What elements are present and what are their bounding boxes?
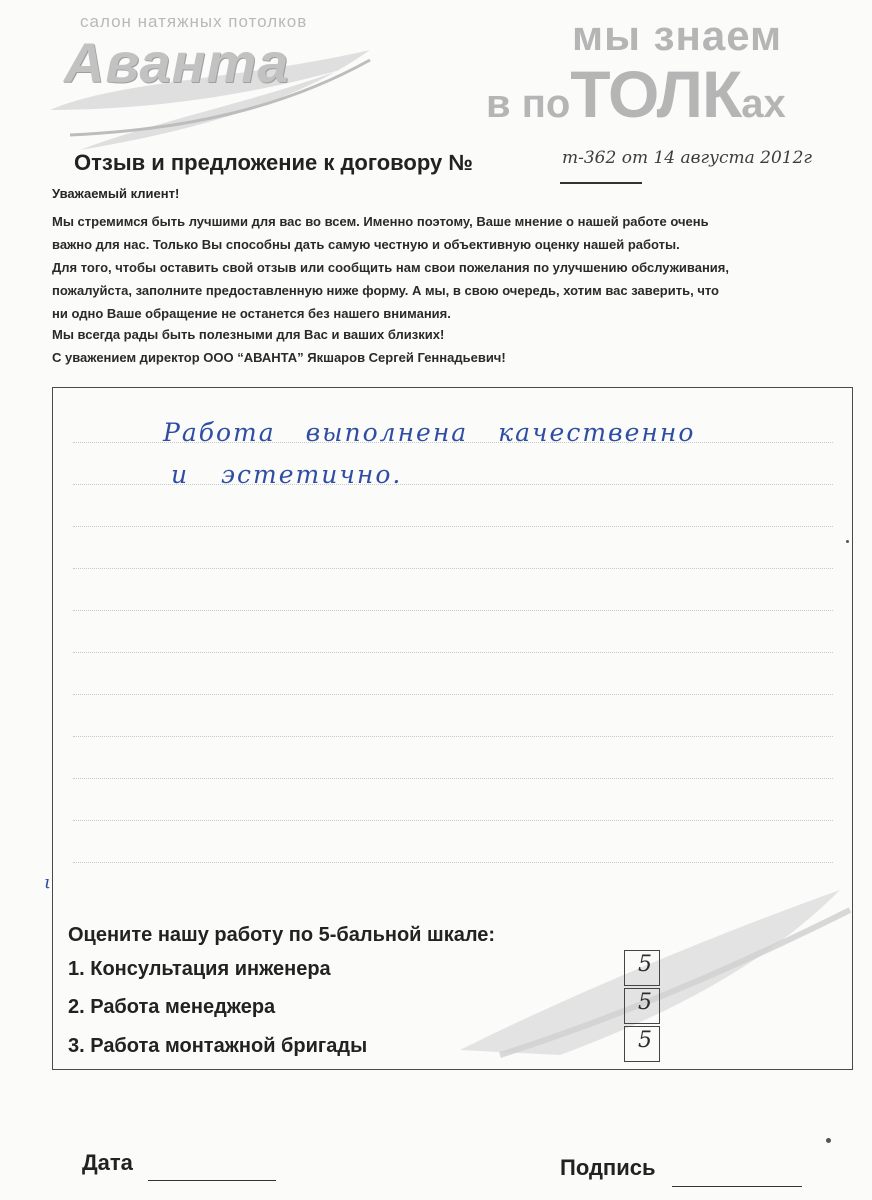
form-title: Отзыв и предложение к договору № xyxy=(74,150,473,175)
rating-item-manager-score: 5 xyxy=(638,990,652,1015)
paragraph-line: Мы стремимся быть лучшими для вас во всем. Именно поэтому, Ваше мнение о нашей работе очень xyxy=(52,214,709,229)
greeting: Уважаемый клиент! xyxy=(52,186,180,201)
paragraph-line: пожалуйста, заполните предоставленную ниже форму. А мы, в свою очередь, хотим вас заверить, что xyxy=(52,283,719,298)
ruled-line xyxy=(73,610,833,611)
handwritten-feedback-line-1: Работа выполнена качественно xyxy=(163,418,696,447)
rating-item-engineer-label: 1. Консультация инженера xyxy=(68,958,331,980)
ruled-line xyxy=(73,526,833,527)
company-logo: Аванта xyxy=(64,31,290,94)
ruled-line xyxy=(73,568,833,569)
logo-tagline: салон натяжных потолков xyxy=(80,12,308,31)
handwritten-feedback-line-2: и эстетично. xyxy=(171,460,403,489)
ruled-line xyxy=(73,820,833,821)
ruled-line xyxy=(73,862,833,863)
slogan-part-b: ТОЛК xyxy=(570,57,742,131)
slogan-part-a: в по xyxy=(486,82,571,126)
contract-number-handwritten: т-362 от 14 августа 2012г xyxy=(562,148,813,168)
ruled-line xyxy=(73,778,833,779)
rating-item-manager-label: 2. Работа менеджера xyxy=(68,996,276,1018)
ruled-line xyxy=(73,694,833,695)
rating-item-crew-label: 3. Работа монтажной бригады xyxy=(68,1035,368,1057)
paragraph-line: Для того, чтобы оставить свой отзыв или сообщить нам свои пожелания по улучшению обслуживания, xyxy=(52,260,729,275)
ruled-line xyxy=(73,652,833,653)
slogan-line-2 xyxy=(486,56,786,132)
date-field[interactable] xyxy=(148,1180,276,1181)
scan-speck xyxy=(826,1138,831,1143)
paragraph-line: важно для нас. Только Вы способны дать самую честную и объективную оценку нашей работы. xyxy=(52,237,680,252)
signature-line-director: С уважением директор ООО “АВАНТА” Якшаров Сергей Геннадьевич! xyxy=(52,350,506,365)
paragraph-line: Мы всегда рады быть полезными для Вас и ваших близких! xyxy=(52,327,445,342)
rating-item-engineer-score: 5 xyxy=(638,952,652,977)
rating-item-crew-score: 5 xyxy=(638,1028,652,1053)
slogan-line-1: мы знаем xyxy=(572,12,783,59)
date-label: Дата xyxy=(82,1150,133,1175)
stray-pen-mark: ι xyxy=(44,872,52,893)
rating-heading: Оцените нашу работу по 5-бальной шкале: xyxy=(68,924,496,946)
contract-number-underline xyxy=(560,182,642,184)
signature-label: Подпись xyxy=(560,1155,656,1180)
scan-speck xyxy=(846,540,849,543)
paragraph-line: ни одно Ваше обращение не останется без нашего внимания. xyxy=(52,306,451,321)
signature-field[interactable] xyxy=(672,1186,802,1187)
ruled-line xyxy=(73,736,833,737)
slogan-part-c: ах xyxy=(741,82,786,126)
